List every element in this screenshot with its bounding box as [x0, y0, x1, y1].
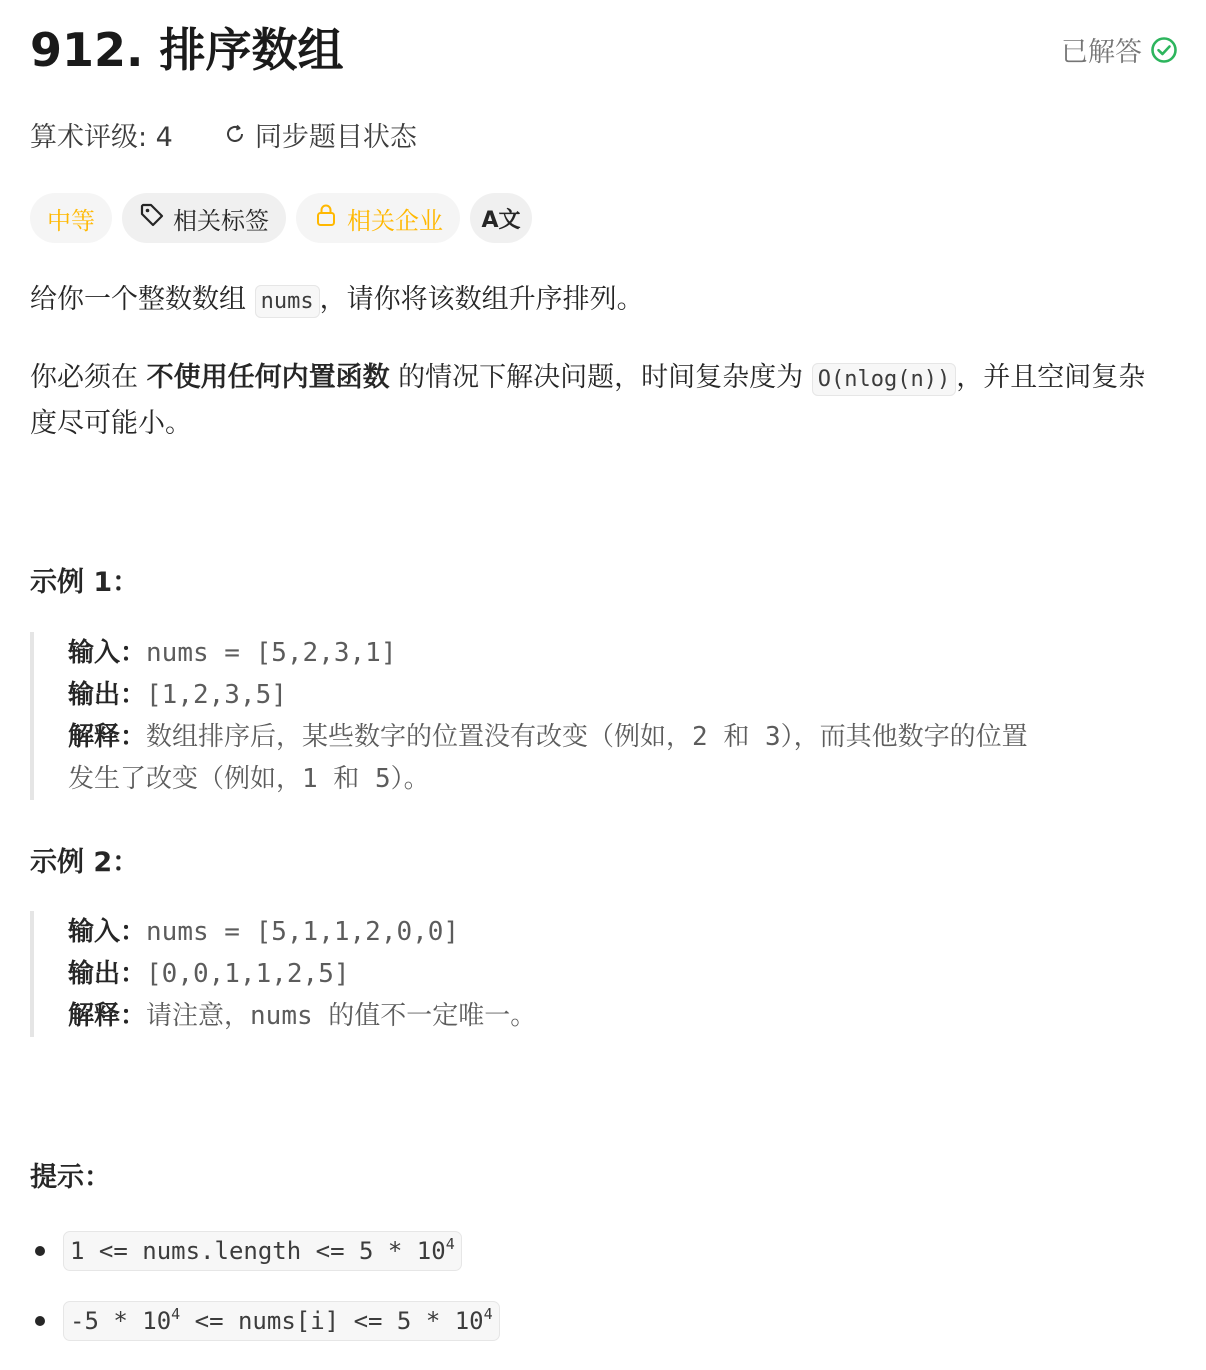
emphasis-text: 不使用任何内置函数: [146, 362, 390, 393]
refresh-icon: [223, 117, 247, 159]
bullet-icon: [35, 1246, 45, 1256]
output-value: [1,2,3,5]: [146, 680, 287, 710]
constraint-code: [63, 1231, 462, 1271]
related-tags-label: 相关标签: [173, 206, 269, 235]
related-tags-button[interactable]: [122, 193, 286, 243]
desc-text: 给你一个整数数组: [30, 284, 255, 315]
sync-status-button[interactable]: [223, 117, 417, 159]
input-label: 输入：: [68, 917, 147, 947]
translate-icon: A文: [481, 207, 521, 233]
output-label: 输出：: [68, 680, 147, 710]
difficulty-label: 中等: [47, 206, 95, 235]
desc-text: ，并且空间复杂度尽可能小。: [30, 362, 1146, 439]
example-explain-line-2: 发生了改变（例如，1 和 5）。: [68, 764, 430, 794]
solved-label: 已解答: [1061, 37, 1142, 68]
output-value: [0,0,1,1,2,5]: [146, 959, 350, 989]
exponent: 4: [445, 1235, 455, 1253]
example-input-line: [68, 632, 1170, 674]
constraint-text: 1 <= nums.length <= 5 * 10: [70, 1237, 446, 1265]
explain-value: 数组排序后，某些数字的位置没有改变（例如，2 和 3），而其他数字的位置: [146, 722, 1028, 752]
example-2-block: [30, 911, 1170, 1037]
bullet-icon: [35, 1316, 45, 1326]
input-label: 输入：: [68, 638, 147, 668]
constraints-list: [30, 1230, 500, 1370]
description-paragraph-2: [30, 356, 1170, 446]
inline-code: nums: [255, 285, 320, 318]
exponent: 4: [483, 1305, 493, 1323]
input-value: nums = [5,1,1,2,0,0]: [146, 917, 460, 947]
example-explain-line: [68, 995, 1170, 1037]
constraint-code: [63, 1301, 500, 1341]
list-item: [30, 1230, 500, 1272]
explain-value: 请注意，nums 的值不一定唯一。: [146, 1001, 537, 1031]
sync-status-label: 同步题目状态: [254, 122, 417, 153]
solved-status: [1061, 30, 1178, 69]
example-output-line: [68, 674, 1170, 716]
rating-label: 算术评级: 4: [30, 122, 173, 153]
output-label: 输出：: [68, 959, 147, 989]
example-1-heading: 示例 1：: [30, 567, 140, 598]
desc-text: 的情况下解决问题，时间复杂度为: [389, 362, 812, 393]
inline-code: O(nlog(n)): [812, 363, 956, 396]
example-1-block: [30, 632, 1170, 800]
example-2-heading: 示例 2：: [30, 847, 140, 878]
input-value: nums = [5,2,3,1]: [146, 638, 397, 668]
list-item: [30, 1300, 500, 1342]
example-output-line: [68, 953, 1170, 995]
lock-icon: [313, 202, 339, 234]
meta-row: [30, 117, 417, 159]
example-explain-line: [68, 716, 1170, 758]
description-paragraph-1: [30, 278, 1170, 324]
translate-button[interactable]: [470, 193, 532, 243]
example-input-line: [68, 911, 1170, 953]
explain-label: 解释：: [68, 1001, 147, 1031]
problem-title: 912. 排序数组: [30, 23, 344, 77]
constraint-text: -5 * 10: [70, 1307, 172, 1335]
related-companies-button[interactable]: [296, 193, 460, 243]
explain-label: 解释：: [68, 722, 147, 752]
difficulty-badge[interactable]: [30, 193, 112, 243]
check-circle-icon: [1150, 36, 1178, 64]
tag-icon: [139, 202, 165, 234]
desc-text: 你必须在: [30, 362, 147, 393]
exponent: 4: [171, 1305, 181, 1323]
tag-row: [30, 193, 532, 243]
constraint-text: <= nums[i] <= 5 * 10: [180, 1307, 484, 1335]
desc-text: ，请你将该数组升序排列。: [319, 284, 644, 315]
constraints-heading: 提示：: [30, 1162, 111, 1193]
related-companies-label: 相关企业: [347, 206, 443, 235]
